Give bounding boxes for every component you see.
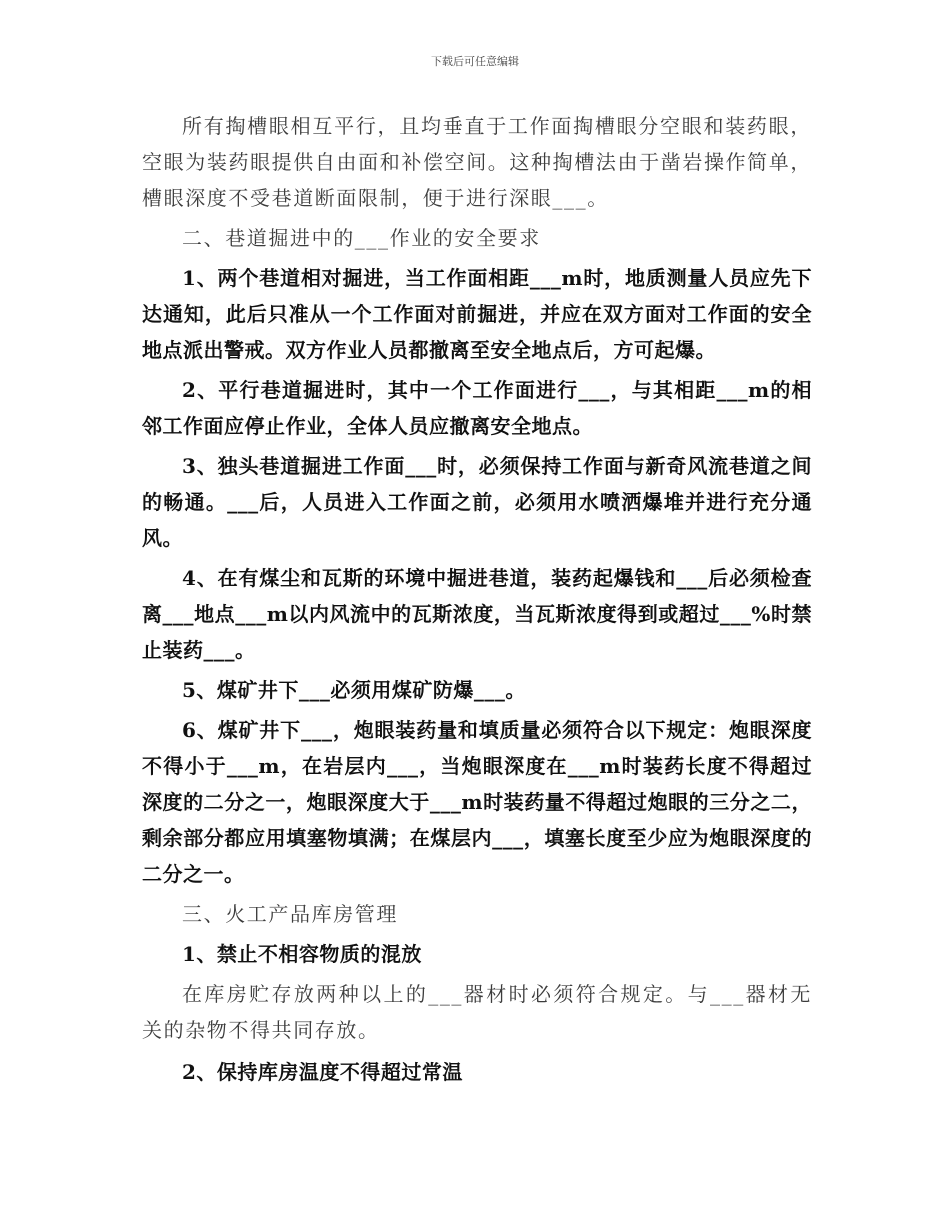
subheading-1: 1、禁止不相容物质的混放	[182, 942, 422, 966]
paragraph-rule-6: 6、煤矿井下___，炮眼装药量和填质量必须符合以下规定：炮眼深度不得小于___m，在岩层内___，当炮眼深度在___m时装药长度不得超过深度的二分之一，炮眼深度大于___m时装药量不得超过炮眼的三分之二，剩余部分都应用填塞物填满；在煤层内___，填塞长度至少应为炮眼深度的二分之一。	[142, 718, 812, 886]
page-header: 下载后可任意编辑	[431, 55, 519, 68]
paragraph-rule-5: 5、煤矿井下___必须用煤矿防爆___。	[182, 678, 526, 702]
subheading-2: 2、保持库房温度不得超过常温	[182, 1060, 463, 1084]
paragraph-rule-2: 2、平行巷道掘进时，其中一个工作面进行___，与其相距___m的相邻工作面应停止作业，全体人员应撤离安全地点。	[142, 378, 812, 438]
document-body	[142, 108, 812, 1090]
paragraph-rule-1: 1、两个巷道相对掘进，当工作面相距___m时，地质测量人员应先下达通知，此后只准从一个工作面对前掘进，并应在双方面对工作面的安全地点派出警戒。双方作业人员都撤离至安全地点后，方可起爆。	[142, 266, 812, 362]
section-heading-2: 二、巷道掘进中的___作业的安全要求	[182, 226, 541, 250]
paragraph-storage: 在库房贮存放两种以上的___器材时必须符合规定。与___器材无关的杂物不得共同存放。	[142, 982, 812, 1042]
paragraph-rule-3: 3、独头巷道掘进工作面___时，必须保持工作面与新奇风流巷道之间的畅通。___后，人员进入工作面之前，必须用水喷洒爆堆并进行充分通风。	[142, 454, 812, 550]
paragraph-parallel-cut: 所有掏槽眼相互平行，且均垂直于工作面掏槽眼分空眼和装药眼，空眼为装药眼提供自由面和补偿空间。这种掏槽法由于凿岩操作简单，槽眼深度不受巷道断面限制，便于进行深眼___。	[142, 114, 812, 210]
section-heading-3: 三、火工产品库房管理	[182, 902, 398, 926]
paragraph-rule-4: 4、在有煤尘和瓦斯的环境中掘进巷道，装药起爆钱和___后必须检查离___地点___m以内风流中的瓦斯浓度，当瓦斯浓度得到或超过___%时禁止装药___。	[142, 566, 812, 662]
